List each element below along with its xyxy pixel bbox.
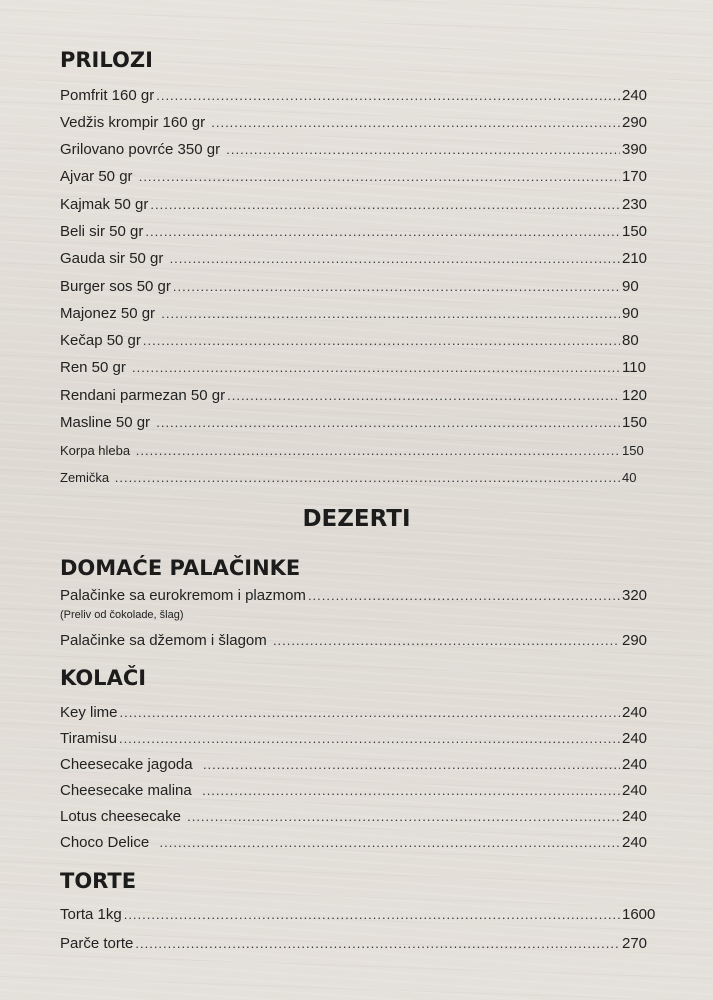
section-title-palacinke: DOMAĆE PALAČINKE	[60, 556, 301, 580]
dot-leader	[308, 586, 620, 606]
item-name: Burger sos 50 gr	[60, 278, 171, 295]
item-name: Grilovano povrće 350 gr	[60, 141, 225, 158]
section-title-dezerti: DEZERTI	[302, 506, 411, 532]
item-price: 240	[622, 834, 648, 851]
item-name: Palačinke sa eurokremom i plazmom	[60, 587, 306, 604]
menu-item	[60, 277, 660, 297]
menu-item	[60, 304, 660, 324]
menu-item	[60, 631, 660, 651]
menu-item	[60, 729, 660, 749]
dot-leader	[202, 781, 620, 801]
item-price: 80	[622, 332, 639, 349]
menu-item	[60, 755, 660, 775]
dot-leader	[145, 222, 620, 242]
menu-item	[60, 140, 660, 160]
dot-leader	[170, 249, 620, 269]
dot-leader	[143, 331, 620, 351]
menu-item	[60, 781, 660, 801]
dot-leader	[150, 195, 620, 215]
item-name: Cheesecake jagoda	[60, 756, 201, 773]
dot-leader	[124, 905, 620, 925]
dot-leader	[119, 729, 620, 749]
item-price: 150	[622, 443, 644, 458]
item-name: Pomfrit 160 gr	[60, 87, 155, 104]
item-name: Ajvar 50 gr	[60, 168, 137, 185]
dot-leader	[156, 413, 620, 433]
menu-item	[60, 807, 660, 827]
item-name: Korpa hleba	[60, 443, 134, 458]
dot-leader	[132, 358, 620, 378]
item-name: Choco Delice	[60, 834, 158, 851]
dot-leader	[273, 631, 620, 651]
item-name: Key lime	[60, 704, 118, 721]
menu-item	[60, 586, 660, 606]
item-name: Cheesecake malina	[60, 782, 201, 799]
dot-leader	[187, 807, 620, 827]
item-price: 150	[622, 223, 648, 240]
section-title-prilozi: PRILOZI	[60, 48, 153, 72]
section-title-torte: TORTE	[60, 869, 137, 893]
menu-item	[60, 703, 660, 723]
item-price: 390	[622, 141, 648, 158]
item-price: 90	[622, 278, 639, 295]
menu-item	[60, 386, 660, 406]
menu-item	[60, 468, 660, 488]
item-name: Kajmak 50 gr	[60, 196, 149, 213]
item-price: 110	[622, 359, 646, 376]
section-title-kolaci: KOLAČI	[60, 666, 147, 690]
dot-leader	[160, 833, 620, 853]
item-name: Zemička	[60, 470, 113, 485]
item-price: 290	[622, 632, 648, 649]
item-name: Ren 50 gr	[60, 359, 131, 376]
menu-item	[60, 195, 660, 215]
dot-leader	[173, 277, 620, 297]
item-price: 240	[622, 730, 648, 747]
item-name: Kečap 50 gr	[60, 332, 141, 349]
item-price: 240	[622, 87, 648, 104]
menu-item	[60, 167, 660, 187]
item-note: (Preliv od čokolade, šlag)	[60, 609, 184, 621]
item-price: 170	[622, 168, 648, 185]
item-name: Palačinke sa džemom i šlagom	[60, 632, 271, 649]
dot-leader	[161, 304, 620, 324]
dot-leader	[227, 386, 620, 406]
menu-item	[60, 934, 660, 954]
item-price: 230	[622, 196, 648, 213]
dot-leader	[115, 468, 620, 488]
item-name: Tiramisu	[60, 730, 117, 747]
item-name: Gauda sir 50 gr	[60, 250, 168, 267]
item-price: 240	[622, 756, 648, 773]
dot-leader	[203, 755, 620, 775]
menu-item	[60, 833, 660, 853]
dot-leader	[156, 86, 620, 106]
item-name: Rendani parmezan 50 gr	[60, 387, 226, 404]
item-price: 1600	[622, 906, 656, 923]
dot-leader	[139, 167, 620, 187]
menu-item	[60, 222, 660, 242]
item-price: 240	[622, 808, 648, 825]
item-price: 40	[622, 470, 637, 485]
item-name: Torta 1kg	[60, 906, 122, 923]
item-price: 270	[622, 935, 648, 952]
menu-item	[60, 358, 660, 378]
menu-item	[60, 86, 660, 106]
item-price: 240	[622, 704, 648, 721]
item-price: 150	[622, 414, 648, 431]
item-price: 210	[622, 250, 648, 267]
item-price: 240	[622, 782, 648, 799]
item-name: Vedžis krompir 160 gr	[60, 114, 210, 131]
dot-leader	[211, 113, 620, 133]
dot-leader	[120, 703, 620, 723]
item-name: Majonez 50 gr	[60, 305, 160, 322]
item-price: 320	[622, 587, 648, 604]
menu-item	[60, 331, 660, 351]
item-price: 120	[622, 387, 648, 404]
dot-leader	[135, 934, 620, 954]
item-name: Parče torte	[60, 935, 134, 952]
menu-item	[60, 441, 660, 461]
menu-item	[60, 413, 660, 433]
item-name: Beli sir 50 gr	[60, 223, 144, 240]
menu-item	[60, 249, 660, 269]
item-price: 90	[622, 305, 639, 322]
dot-leader	[226, 140, 620, 160]
item-name: Masline 50 gr	[60, 414, 155, 431]
item-name: Lotus cheesecake	[60, 808, 186, 825]
dot-leader	[136, 441, 620, 461]
item-price: 290	[622, 114, 648, 131]
menu-item	[60, 113, 660, 133]
menu-item	[60, 905, 660, 925]
